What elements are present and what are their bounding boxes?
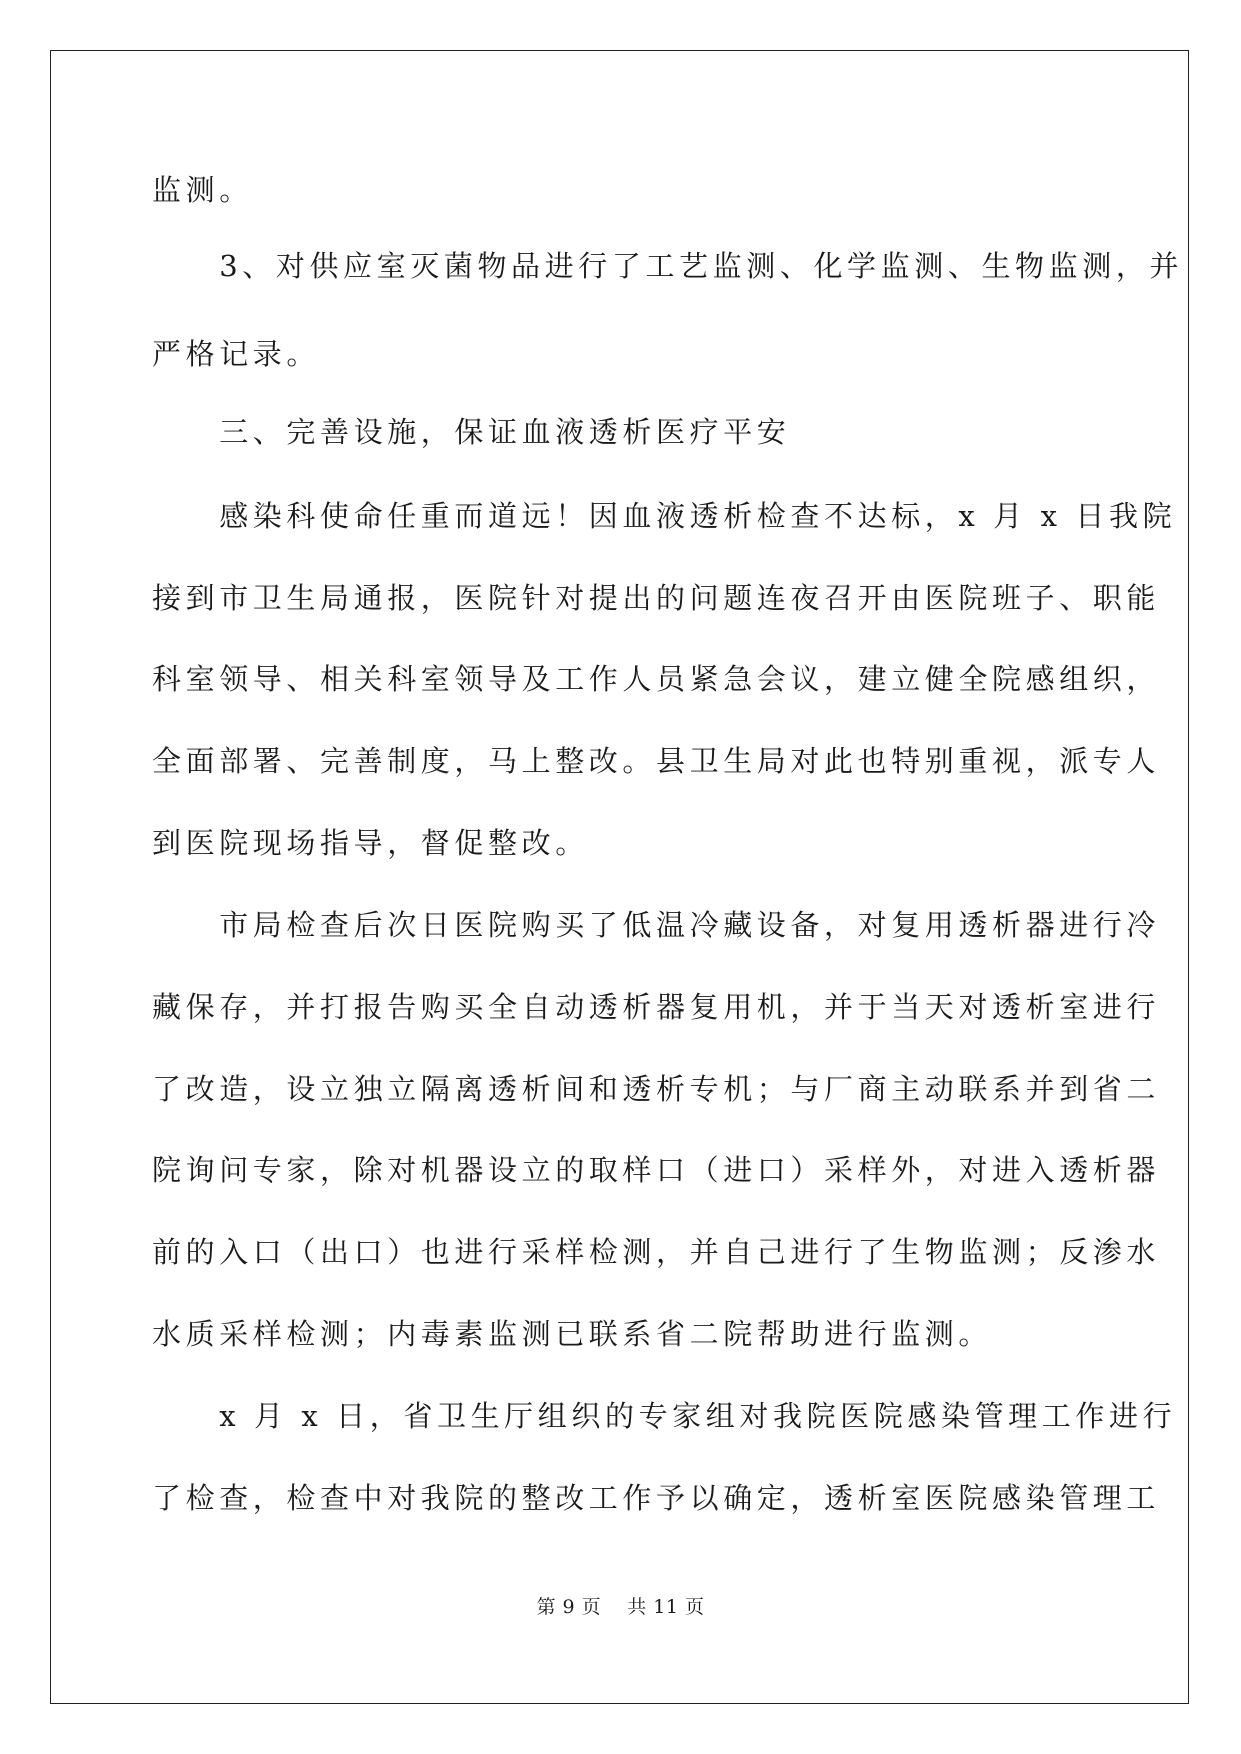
text-line: 感染科使命任重而道远！因血液透析检查不达标，x 月 x 日我院 <box>152 499 1177 533</box>
text-line: 了检查，检查中对我院的整改工作予以确定，透析室医院感染管理工 <box>152 1481 1161 1515</box>
text-line: 院询问专家，除对机器设立的取样口（进口）采样外，对进入透析器 <box>152 1153 1161 1187</box>
text-line: x 月 x 日，省卫生厅组织的专家组对我院医院感染管理工作进行 <box>152 1399 1177 1433</box>
text-line: 监测。 <box>152 173 253 207</box>
text-line: 科室领导、相关科室领导及工作人员紧急会议，建立健全院感组织， <box>152 662 1161 696</box>
text-line: 全面部署、完善制度，马上整改。县卫生局对此也特别重视，派专人 <box>152 744 1161 778</box>
page-border <box>50 50 1189 1704</box>
text-line: 藏保存，并打报告购买全自动透析器复用机，并于当天对透析室进行 <box>152 990 1161 1024</box>
text-line: 市局检查后次日医院购买了低温冷藏设备，对复用透析器进行冷 <box>152 908 1161 942</box>
section-heading: 三、完善设施，保证血液透析医疗平安 <box>152 415 791 449</box>
text-line: 了改造，设立独立隔离透析间和透析专机；与厂商主动联系并到省二 <box>152 1072 1161 1106</box>
page-number-footer: 第 9 页 共 11 页 <box>536 1596 705 1618</box>
text-line: 前的入口（出口）也进行采样检测，并自己进行了生物监测；反渗水 <box>152 1235 1161 1269</box>
text-line: 接到市卫生局通报，医院针对提出的问题连夜召开由医院班子、职能 <box>152 581 1161 615</box>
text-line: 3、对供应室灭菌物品进行了工艺监测、化学监测、生物监测，并 <box>152 249 1184 283</box>
text-line: 严格记录。 <box>152 337 321 371</box>
text-line: 到医院现场指导，督促整改。 <box>152 826 589 860</box>
text-line: 水质采样检测；内毒素监测已联系省二院帮助进行监测。 <box>152 1317 993 1351</box>
